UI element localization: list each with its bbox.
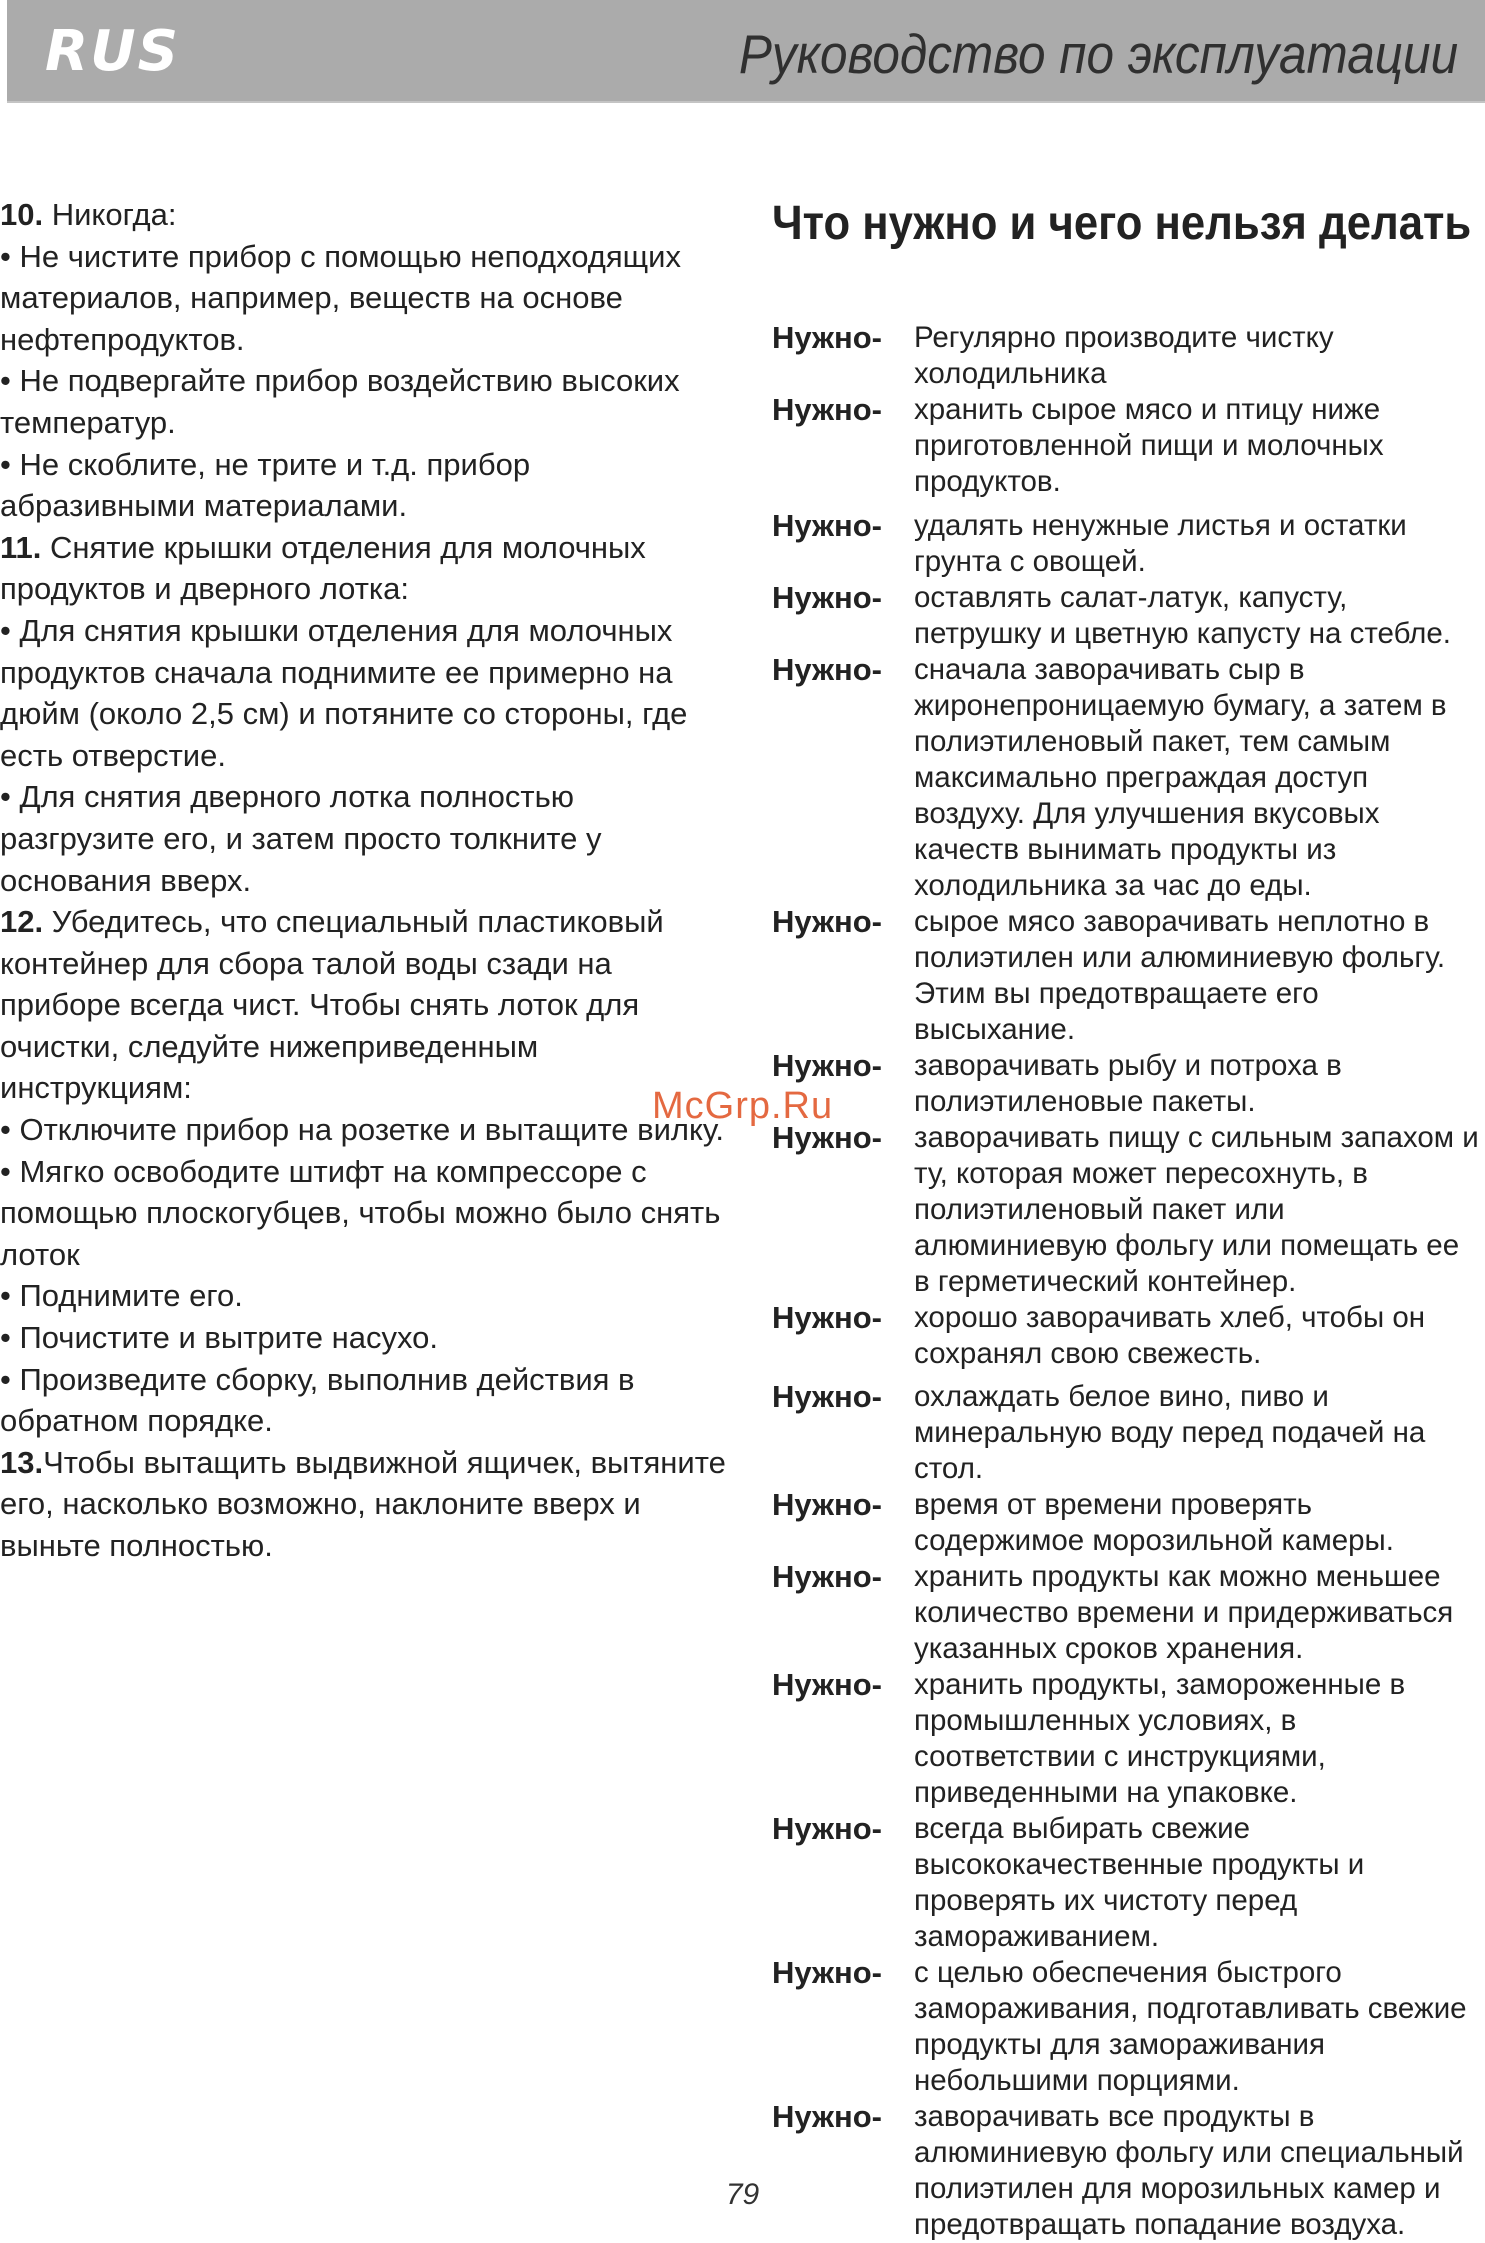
instruction-paragraph: • Мягко освободите штифт на компрессоре с помощью плоскогубцев, чтобы можно было снять лоток: [0, 1153, 721, 1272]
manual-title: Руководство по эксплуатации: [738, 23, 1458, 85]
do-item: [772, 1300, 1482, 1372]
do-label: Нужно-: [772, 392, 882, 427]
do-text: заворачивать рыбу и потроха в полиэтиленовые пакеты.: [914, 1049, 1342, 1118]
section-title: Что нужно и чего нельзя делать: [772, 196, 1472, 250]
do-label: Нужно-: [772, 1048, 882, 1083]
instruction-paragraph: • Не скоблите, не трите и т.д. прибор абразивными материалами.: [0, 446, 531, 524]
do-label: Нужно-: [772, 1559, 882, 1594]
instruction-paragraph: 11. Снятие крышки отделения для молочных продуктов и дверного лотка:: [0, 529, 646, 607]
do-item: [772, 1955, 1482, 2099]
instruction-paragraph: • Для снятия крышки отделения для молочных продуктов сначала поднимите ее примерно на дюйм (около 2,5 см) и потяните со стороны, где есть отверстие.: [0, 612, 688, 773]
do-text: удалять ненужные листья и остатки грунта с овощей.: [914, 509, 1407, 578]
do-label: Нужно-: [772, 1487, 882, 1522]
do-text: хорошо заворачивать хлеб, чтобы он сохранял свою свежесть.: [914, 1301, 1426, 1370]
do-label: Нужно-: [772, 1379, 882, 1414]
instruction-paragraph: 10. Никогда:: [0, 197, 177, 232]
do-label: Нужно-: [772, 652, 882, 687]
do-item: [772, 1487, 1482, 1559]
do-label: Нужно-: [772, 1811, 882, 1846]
instruction-paragraph: • Не чистите прибор с помощью неподходящих материалов, например, веществ на основе нефтепродуктов.: [0, 238, 682, 357]
do-item: [772, 1048, 1482, 1120]
do-item: [772, 1379, 1482, 1487]
do-label: Нужно-: [772, 904, 882, 939]
language-code: RUS: [45, 19, 180, 84]
do-label: Нужно-: [772, 508, 882, 543]
instruction-paragraph: • Поднимите его.: [0, 1278, 243, 1314]
do-text: сначала заворачивать сыр в жиронепроницаемую бумагу, а затем в полиэтиленовый пакет, тем самым максимально преграждая доступ воздуху. Для улучшения вкусовых качеств вынимать продукты из холодильника за час до еды.: [914, 653, 1447, 902]
instruction-paragraph: • Почистите и вытрите насухо.: [0, 1320, 438, 1356]
do-item: [772, 1120, 1482, 1300]
do-text: сырое мясо заворачивать неплотно в полиэтилен или алюминиевую фольгу. Этим вы предотвращаете его высыхание.: [914, 905, 1446, 1046]
instruction-paragraph: 13.Чтобы вытащить выдвижной ящичек, вытяните его, насколько возможно, наклоните вверх и выньте полностью.: [0, 1444, 726, 1563]
do-item: [772, 652, 1482, 904]
do-label: Нужно-: [772, 320, 882, 355]
page-number: 79: [725, 2178, 760, 2211]
watermark: McGrp.Ru: [652, 1085, 834, 1127]
do-text: с целью обеспечения быстрого замораживания, подготавливать свежие продукты для замораживания небольшими порциями.: [914, 1956, 1467, 2097]
page-header: [7, 0, 1485, 103]
do-item: [772, 904, 1482, 1048]
do-item: [772, 1559, 1482, 1667]
instruction-paragraph: • Произведите сборку, выполнив действия в обратном порядке.: [0, 1361, 635, 1439]
do-label: Нужно-: [772, 1300, 882, 1335]
do-item: [772, 580, 1482, 652]
instruction-paragraph: • Отключите прибор на розетке и вытащите вилку.: [0, 1112, 724, 1148]
do-text: хранить продукты как можно меньшее количество времени и придерживаться указанных сроков хранения.: [914, 1560, 1454, 1665]
dos-list: [772, 320, 1482, 2243]
dos-section: [772, 190, 1482, 2241]
do-text: Регулярно производите чистку холодильника: [914, 321, 1334, 390]
instruction-paragraph: • Не подвергайте прибор воздействию высоких температур.: [0, 363, 680, 440]
do-item: [772, 1811, 1482, 1955]
do-label: Нужно-: [772, 580, 882, 615]
do-text: время от времени проверять содержимое морозильной камеры.: [914, 1488, 1394, 1557]
do-text: оставлять салат-латук, капусту, петрушку и цветную капусту на стебле.: [914, 581, 1451, 650]
do-text: заворачивать все продукты в алюминиевую фольгу или специальный полиэтилен для морозильных камер и предотвращать попадание воздуха.: [914, 2100, 1464, 2241]
do-item: [772, 392, 1482, 500]
do-text: заворачивать пищу с сильным запахом и ту, которая может пересохнуть, в полиэтиленовый пакет или алюминиевую фольгу или помещать ее в герметический контейнер.: [914, 1121, 1479, 1298]
do-text: хранить продукты, замороженные в промышленных условиях, в соответствии с инструкциями, приведенными на упаковке.: [914, 1668, 1406, 1809]
instruction-paragraph: 12. Убедитесь, что специальный пластиковый контейнер для сбора талой воды сзади на приборе всегда чист. Чтобы снять лоток для очистки, следуйте нижеприведенным инструкциям:: [0, 904, 664, 1106]
do-text: охлаждать белое вино, пиво и минеральную воду перед подачей на стол.: [914, 1380, 1426, 1485]
do-label: Нужно-: [772, 1667, 882, 1702]
do-text: хранить сырое мясо и птицу ниже приготовленной пищи и молочных продуктов.: [914, 393, 1384, 498]
do-item: [772, 2099, 1482, 2243]
do-label: Нужно-: [772, 1120, 882, 1155]
do-text: всегда выбирать свежие высококачественные продукты и проверять их чистоту перед замораживанием.: [914, 1812, 1365, 1953]
do-item: [772, 320, 1482, 392]
instruction-paragraph: • Для снятия дверного лотка полностью разгрузите его, и затем просто толкните у основания вверх.: [0, 779, 602, 898]
maintenance-instructions: [0, 194, 728, 1567]
do-label: Нужно-: [772, 2099, 882, 2134]
do-label: Нужно-: [772, 1955, 882, 1990]
do-item: [772, 1667, 1482, 1811]
do-item: [772, 508, 1482, 580]
